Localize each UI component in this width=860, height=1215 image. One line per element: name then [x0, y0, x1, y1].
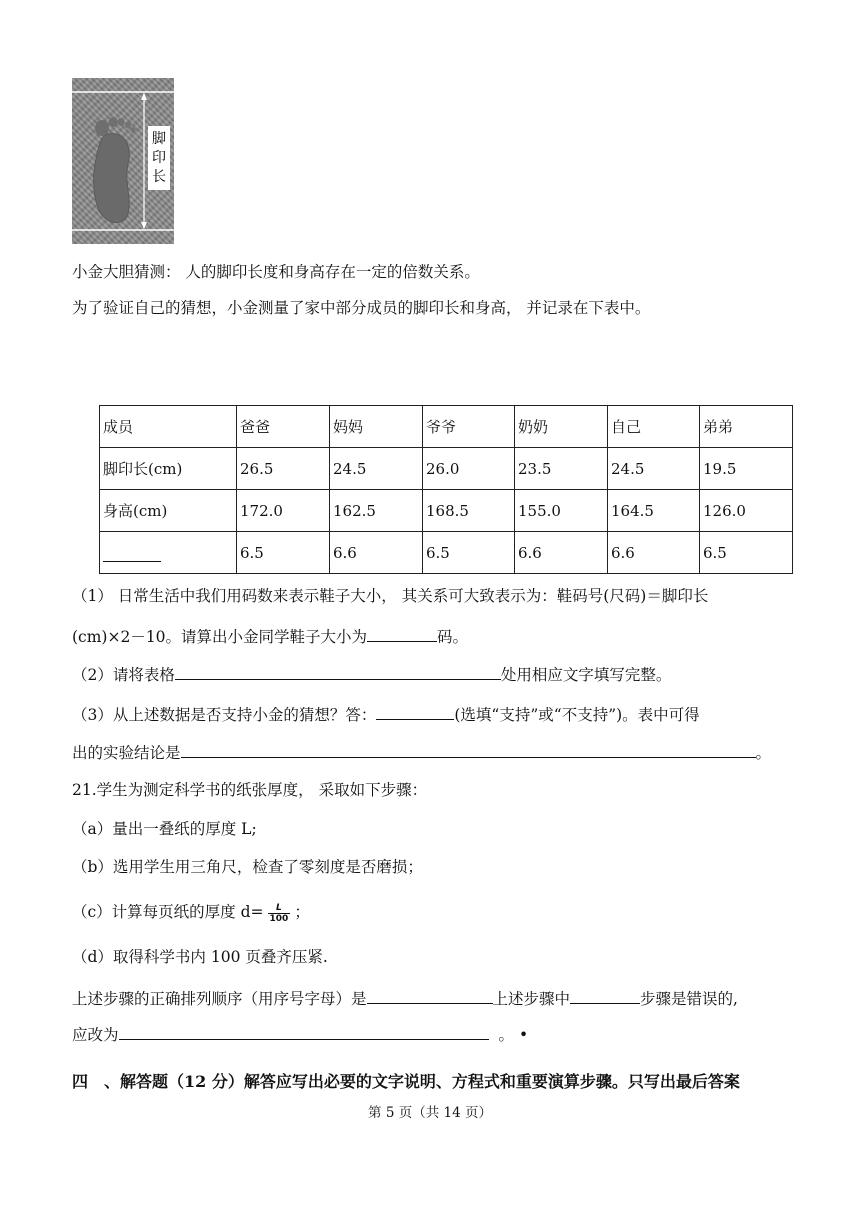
- q21-step-a: （a）量出一叠纸的厚度 L;: [72, 820, 257, 838]
- label-char-3: 长: [152, 168, 166, 185]
- q21-step-b: （b）选用学生用三角尺，检查了零刻度是否磨损；: [72, 858, 423, 876]
- q2-text-b: 处用相应文字填写完整。: [500, 666, 672, 684]
- fraction-denominator: 100: [269, 913, 289, 924]
- table-row: [100, 406, 793, 448]
- q3-text-b: (选填“支持”或“不支持”)。表中可得: [454, 706, 700, 724]
- table-cell: 6.6: [608, 532, 700, 574]
- section-4-heading: 四 、解答题（12 分）解答应写出必要的文字说明、方程式和重要演算步骤。只写出最后答案: [72, 1072, 740, 1091]
- table-cell: 6.5: [700, 532, 793, 574]
- q3-line-2: [72, 741, 771, 763]
- table-cell: 155.0: [515, 490, 608, 532]
- table-row: [100, 490, 793, 532]
- table-cell: 26.5: [237, 448, 330, 490]
- q21-step-c-end: ；: [294, 903, 310, 921]
- q2-text-a: （2）请将表格: [72, 666, 175, 684]
- table-cell: 6.5: [423, 532, 515, 574]
- q1-text-a: (cm)×2－10。请算出小金同学鞋子大小为: [72, 628, 368, 646]
- q3-text-c: 出的实验结论是: [72, 744, 181, 762]
- label-char-1: 脚: [152, 130, 166, 147]
- q21-fix-text-a: 应改为: [72, 1026, 119, 1044]
- intro-line-2: 为了验证自己的猜想，小金测量了家中部分成员的脚印长和身高， 并记录在下表中。: [72, 299, 651, 317]
- q1-line-2: [72, 625, 468, 647]
- answer-blank[interactable]: [367, 987, 493, 1004]
- answer-blank[interactable]: [103, 543, 161, 562]
- q21-order-text-b: 上述步骤中: [492, 990, 571, 1008]
- table-cell: 自己: [608, 406, 700, 448]
- q21-fix-line: [72, 1023, 528, 1045]
- blank-header-cell: [100, 532, 237, 574]
- q3-text-d: 。: [755, 744, 772, 762]
- q21-order-text-a: 上述步骤的正确排列顺序（用序号字母）是: [72, 990, 367, 1008]
- intro-line-1: 小金大胆猜测： 人的脚印长度和身高存在一定的倍数关系。: [72, 263, 480, 281]
- answer-blank[interactable]: [376, 703, 454, 720]
- table-cell: 脚印长(cm): [100, 448, 237, 490]
- table-row: [100, 532, 793, 574]
- table-cell: 126.0: [700, 490, 793, 532]
- table-cell: 24.5: [608, 448, 700, 490]
- q1-text-b: 码。: [437, 628, 469, 646]
- q21-title: 21.学生为测定科学书的纸张厚度， 采取如下步骤：: [72, 781, 428, 799]
- table-cell: 26.0: [423, 448, 515, 490]
- footprint-length-label: [148, 126, 170, 190]
- table-cell: 24.5: [330, 448, 423, 490]
- answer-blank[interactable]: [119, 1023, 489, 1040]
- table-cell: 身高(cm): [100, 490, 237, 532]
- q21-step-c: [72, 902, 310, 924]
- table-cell: 168.5: [423, 490, 515, 532]
- table-cell: 6.6: [330, 532, 423, 574]
- table-cell: 172.0: [237, 490, 330, 532]
- answer-blank[interactable]: [175, 663, 501, 680]
- table-cell: 成员: [100, 406, 237, 448]
- q21-order-line: [72, 987, 738, 1009]
- table-cell: 奶奶: [515, 406, 608, 448]
- table-cell: 19.5: [700, 448, 793, 490]
- page-footer: 第 5 页（共 14 页）: [368, 1105, 492, 1121]
- table-cell: 弟弟: [700, 406, 793, 448]
- q21-step-d: （d）取得科学书内 100 页叠齐压紧.: [72, 948, 328, 966]
- answer-blank[interactable]: [367, 625, 437, 642]
- q2-line: [72, 663, 671, 685]
- thickness-fraction: [268, 903, 291, 924]
- q1-line-1: （1） 日常生活中我们用码数来表示鞋子大小， 其关系可大致表示为：鞋码号(尺码)＝脚印长: [72, 587, 709, 605]
- table-row: [100, 448, 793, 490]
- table-cell: 164.5: [608, 490, 700, 532]
- q21-order-text-c: 步骤是错误的,: [640, 990, 738, 1008]
- table-cell: 162.5: [330, 490, 423, 532]
- table-cell: 爷爷: [423, 406, 515, 448]
- table-cell: 妈妈: [330, 406, 423, 448]
- fraction-numerator: L: [268, 903, 291, 914]
- table-cell: 6.5: [237, 532, 330, 574]
- measurement-table: [99, 405, 793, 574]
- q21-step-c-text: （c）计算每页纸的厚度 d=: [72, 903, 264, 921]
- q3-text-a: （3）从上述数据是否支持小金的猜想？答：: [72, 706, 377, 724]
- table-cell: 爸爸: [237, 406, 330, 448]
- table-cell: 6.6: [515, 532, 608, 574]
- answer-blank[interactable]: [570, 987, 640, 1004]
- answer-blank[interactable]: [181, 741, 756, 758]
- label-char-2: 印: [152, 149, 166, 166]
- footprint-photo: [72, 78, 174, 244]
- q21-fix-text-b: 。 •: [498, 1026, 529, 1044]
- q3-line-1: [72, 703, 700, 725]
- table-cell: 23.5: [515, 448, 608, 490]
